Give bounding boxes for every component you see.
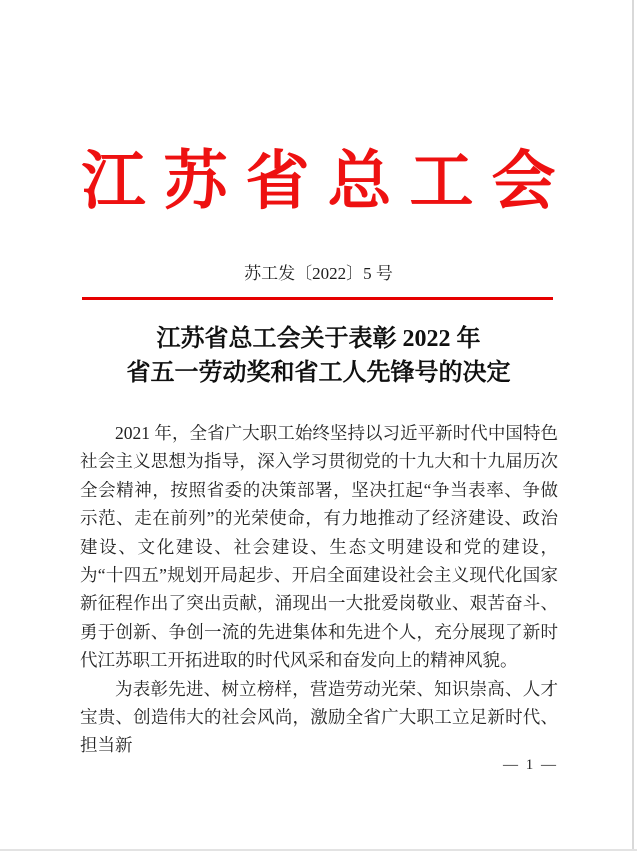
doc-title	[0, 322, 637, 390]
document-body	[80, 419, 558, 760]
doc-title-line1: 江苏省总工会关于表彰 2022 年	[156, 326, 481, 352]
doc-number: 苏工发〔2022〕5 号	[244, 264, 393, 283]
red-divider-rule	[82, 297, 553, 300]
page-number: — 1 —	[503, 757, 558, 773]
body-paragraph: 为表彰先进、树立榜样，营造劳动光荣、知识崇高、人才宝贵、创造伟大的社会风尚，激励全省广大职工立足新时代、担当新	[80, 678, 558, 756]
scan-edge-right	[632, 0, 634, 851]
body-paragraph: 2021 年，全省广大职工始终坚持以习近平新时代中国特色社会主义思想为指导，深入学习贯彻党的十九大和十九届历次全会精神，按照省委的决策部署，坚决扛起“争当表率、争做示范、走在前列”的光荣使命，有力地推动了经济建设、政治建设、文化建设、社会建设、生态文明建设和党的建设，为“十四五”规划开局起步、开启全面建设社会主义现代化国家新征程作出了突出贡献，涌现出一大批爱岗敬业、艰苦奋斗、勇于创新、争创一流的先进集体和先进个人，充分展现了新时代江苏职工开拓进取的时代风采和奋发向上的精神风貌。	[80, 423, 558, 671]
doc-title-line2: 省五一劳动奖和省工人先锋号的决定	[126, 360, 511, 386]
org-name-header: 江苏省总工会	[81, 146, 574, 217]
